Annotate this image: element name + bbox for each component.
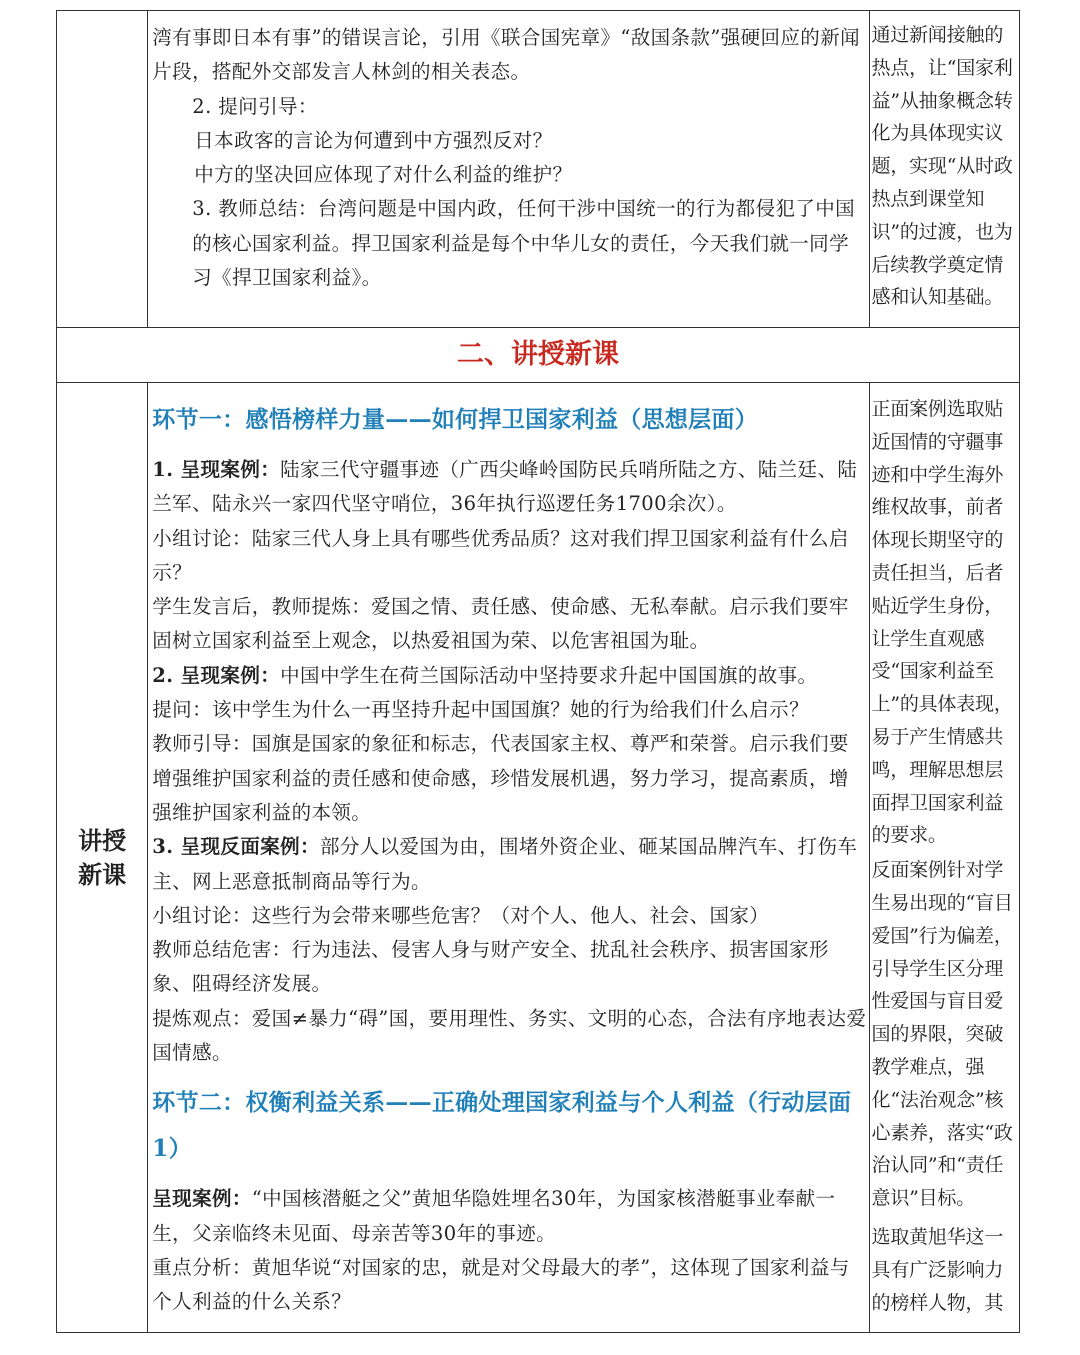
new-lesson-row bbox=[57, 383, 1020, 1333]
case3-lead: 3. 呈现反面案例： bbox=[152, 835, 320, 859]
discussion2-paragraph: 小组讨论：这些行为会带来哪些危害？（对个人、他人、社会、国家） bbox=[152, 903, 770, 927]
intro-question-heading: 2. 提问引导： bbox=[192, 94, 318, 118]
case2-paragraph bbox=[152, 659, 866, 693]
intro-question: 日本政客的言论为何遭到中方强烈反对？ bbox=[194, 128, 553, 152]
note-huang-xuhua: 选取黄旭华这一具有广泛影响力的榜样人物，其 bbox=[871, 1225, 1004, 1314]
intro-note-cell bbox=[869, 11, 1019, 328]
note-negative-cases: 反面案例针对学生易出现的“盲目爱国”行为偏差，引导学生区分理性爱国与盲目爱国的界限，突破教学难点，强化“法治观念”核心素养，落实“政治认同”和“责任意识”目标。 bbox=[871, 859, 1013, 1210]
case3-paragraph bbox=[152, 830, 866, 899]
intro-paragraph: 湾有事即日本有事”的错误言论，引用《联合国宪章》“敌国条款”强硬回应的新闻片段，搭配外交部发言人林剑的相关表态。 bbox=[152, 26, 860, 84]
case4-paragraph bbox=[152, 1182, 866, 1251]
new-lesson-label-cell bbox=[57, 383, 148, 1333]
section-title-row bbox=[57, 328, 1020, 383]
intro-question: 中方的坚决回应体现了对什么利益的维护？ bbox=[194, 163, 573, 187]
lesson-plan-page bbox=[56, 10, 1020, 1333]
case3-text: 部分人以爱国为由，围堵外资企业、砸某国品牌汽车、打伤车主、网上恶意抵制商品等行为。 bbox=[152, 835, 858, 893]
note-positive-cases: 正面案例选取贴近国情的守疆事迹和中学生海外维权故事，前者体现长期坚守的责任担当，后者贴近学生身份，让学生直观感受“国家利益至上”的具体表现，易于产生情感共鸣，理解思想层面捍卫国家利益的要求。 bbox=[871, 398, 1013, 847]
question-paragraph: 提问：该中学生为什么一再坚持升起中国国旗？她的行为给我们什么启示？ bbox=[152, 698, 809, 722]
case1-lead: 1. 呈现案例： bbox=[152, 458, 281, 481]
intro-summary: 3. 教师总结：台湾问题是中国内政，任何干涉中国统一的行为都侵犯了中国的核心国家利益。捍卫国家利益是每个中华儿女的责任，今天我们就一同学习《捍卫国家利益》。 bbox=[192, 197, 856, 290]
case4-lead: 呈现案例： bbox=[152, 1187, 252, 1211]
teacher-summary-paragraph: 学生发言后，教师提炼：爱国之情、责任感、使命感、无私奉献。启示我们要牢固树立国家利益至上观念，以热爱祖国为荣、以危害祖国为耻。 bbox=[152, 595, 849, 653]
intro-content-cell bbox=[148, 11, 869, 328]
intro-label-cell bbox=[57, 11, 148, 328]
case2-lead: 2. 呈现案例： bbox=[152, 663, 281, 687]
lesson-plan-table bbox=[56, 10, 1020, 1333]
discussion-paragraph: 小组讨论：陆家三代人身上具有哪些优秀品质？这对我们捍卫国家利益有什么启示？ bbox=[152, 526, 849, 584]
teacher-guide-paragraph: 教师引导：国旗是国家的象征和标志，代表国家主权、尊严和荣誉。启示我们要增强维护国家利益的责任感和使命感，珍惜发展机遇，努力学习，提高素质，增强维护国家利益的本领。 bbox=[152, 732, 849, 824]
new-lesson-label: 讲授 bbox=[78, 826, 127, 855]
part2-heading: 环节二：权衡利益关系——正确处理国家利益与个人利益（行动层面1） bbox=[152, 1089, 852, 1163]
section-title: 二、讲授新课 bbox=[57, 328, 1020, 383]
case1-text: 陆家三代守疆事迹（广西尖峰岭国防民兵哨所陆之方、陆兰廷、陆兰军、陆永兴一家四代坚守哨位，36年执行巡逻任务1700余次）。 bbox=[152, 458, 858, 516]
case4-text: “中国核潜艇之父”黄旭华隐姓埋名30年，为国家核潜艇事业奉献一生，父亲临终未见面、母亲苦等30年的事迹。 bbox=[152, 1187, 836, 1245]
case1-paragraph bbox=[152, 453, 866, 522]
new-lesson-label: 新课 bbox=[78, 860, 127, 889]
viewpoint-paragraph: 提炼观点：爱国≠暴力“碍”国，要用理性、务实、文明的心态，合法有序地表达爱国情感。 bbox=[152, 1006, 867, 1065]
new-lesson-note-cell bbox=[869, 383, 1019, 1333]
part1-heading: 环节一：感悟榜样力量——如何捍卫国家利益（思想层面） bbox=[152, 406, 759, 433]
intro-note: 通过新闻接触的热点，让“国家利益”从抽象概念转化为具体现实议题，实现“从时政热点到课堂知识”的过渡，也为后续教学奠定情感和认知基础。 bbox=[871, 24, 1013, 309]
case2-text: 中国中学生在荷兰国际活动中坚持要求升起中国国旗的故事。 bbox=[280, 663, 818, 687]
intro-row bbox=[57, 11, 1020, 328]
analysis-paragraph: 重点分析：黄旭华说“对国家的忠，就是对父母最大的孝”，这体现了国家利益与个人利益的什么关系？ bbox=[152, 1255, 850, 1314]
new-lesson-content-cell bbox=[148, 383, 869, 1333]
harm-summary-paragraph: 教师总结危害：行为违法、侵害人身与财产安全、扰乱社会秩序、损害国家形象、阻碍经济发展。 bbox=[152, 938, 829, 996]
